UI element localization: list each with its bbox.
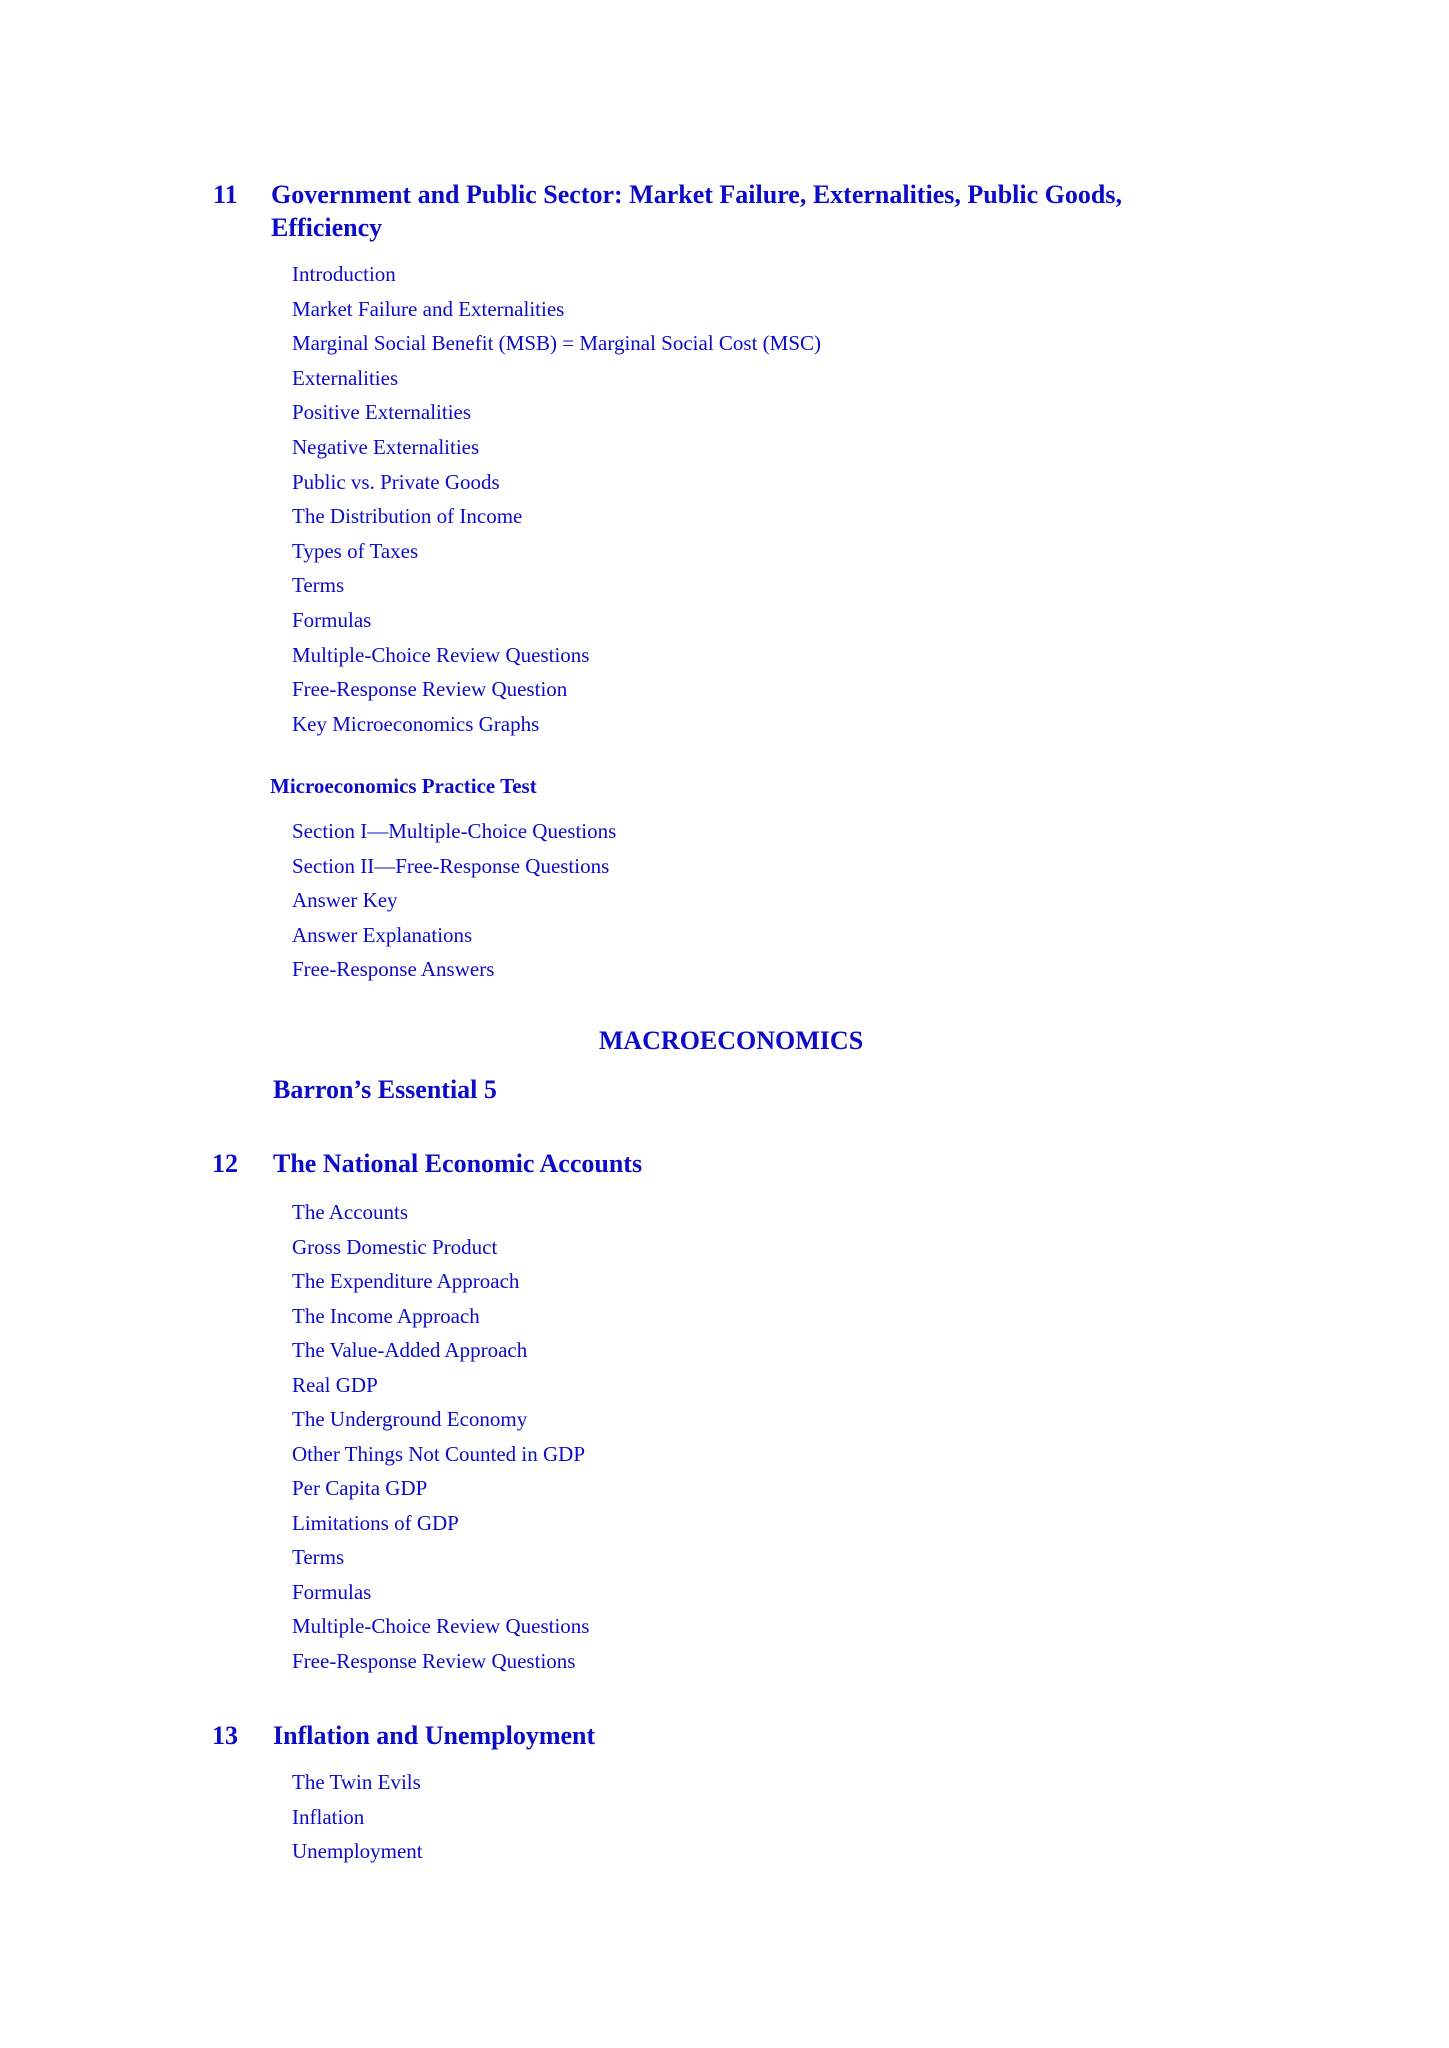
chapter-13-title[interactable]: Inflation and Unemployment <box>273 1721 596 1750</box>
chapter-13-number: 13 <box>212 1721 238 1750</box>
essential-5-link[interactable]: Barron’s Essential 5 <box>273 1075 497 1104</box>
toc-link[interactable]: Inflation <box>292 1804 365 1829</box>
toc-link[interactable]: The Value-Added Approach <box>292 1338 528 1362</box>
chapter-12-number: 12 <box>212 1149 238 1178</box>
toc-link[interactable]: Multiple-Choice Review Questions <box>292 642 590 667</box>
part-title[interactable]: MACROECONOMICS <box>598 1026 864 1055</box>
toc-link[interactable]: Per Capita GDP <box>292 1476 428 1500</box>
toc-link[interactable]: The Underground Economy <box>292 1407 528 1431</box>
toc-link[interactable]: Negative Externalities <box>292 434 480 459</box>
toc-link[interactable]: Other Things Not Counted in GDP <box>292 1441 586 1466</box>
toc-link[interactable]: The Income Approach <box>292 1303 480 1328</box>
toc-link[interactable]: Gross Domestic Product <box>292 1234 498 1259</box>
toc-link[interactable]: Section I—Multiple-Choice Questions <box>292 819 617 843</box>
toc-link[interactable]: Real GDP <box>292 1372 378 1397</box>
toc-link[interactable]: Formulas <box>292 607 372 632</box>
toc-link[interactable]: Free-Response Answers <box>292 957 495 982</box>
toc-link[interactable]: Public vs. Private Goods <box>292 469 500 494</box>
toc-link[interactable]: Positive Externalities <box>292 400 472 425</box>
chapter-11-sections <box>292 257 821 741</box>
chapter-13-sections <box>292 1765 423 1869</box>
toc-link[interactable]: Introduction <box>292 262 396 286</box>
chapter-11-number: 11 <box>213 180 238 209</box>
toc-link[interactable]: Free-Response Review Question <box>292 677 568 702</box>
toc-link[interactable]: Free-Response Review Questions <box>292 1648 576 1673</box>
toc-link[interactable]: Market Failure and Externalities <box>292 296 565 321</box>
toc-link[interactable]: Terms <box>292 1545 345 1569</box>
chapter-12-sections <box>292 1195 589 1678</box>
toc-link[interactable]: The Expenditure Approach <box>292 1269 520 1293</box>
toc-link[interactable]: The Distribution of Income <box>292 504 523 529</box>
toc-link[interactable]: Marginal Social Benefit (MSB) = Marginal Social Cost (MSC) <box>292 331 822 356</box>
toc-link[interactable]: Section II—Free-Response Questions <box>292 853 610 878</box>
toc-link[interactable]: Key Microeconomics Graphs <box>292 711 540 736</box>
toc-link[interactable]: Answer Key <box>292 888 398 913</box>
toc-link[interactable]: Unemployment <box>292 1839 423 1864</box>
toc-link[interactable]: Multiple-Choice Review Questions <box>292 1614 590 1638</box>
toc-link[interactable]: Externalities <box>292 365 399 390</box>
practice-test-heading[interactable]: Microeconomics Practice Test <box>270 774 537 798</box>
chapter-12-title[interactable]: The National Economic Accounts <box>273 1149 643 1178</box>
toc-link[interactable]: Answer Explanations <box>292 922 473 947</box>
toc-link[interactable]: The Twin Evils <box>292 1770 421 1794</box>
toc-link[interactable]: Formulas <box>292 1579 372 1604</box>
toc-link[interactable]: Types of Taxes <box>292 538 419 563</box>
practice-test-sections <box>292 814 616 987</box>
toc-link[interactable]: Limitations of GDP <box>292 1510 459 1535</box>
chapter-11-title[interactable]: Government and Public Sector: Market Failure, Externalities, Public Goods, Efficiency <box>271 180 1122 242</box>
toc-link[interactable]: Terms <box>292 573 345 598</box>
toc-link[interactable]: The Accounts <box>292 1200 409 1224</box>
